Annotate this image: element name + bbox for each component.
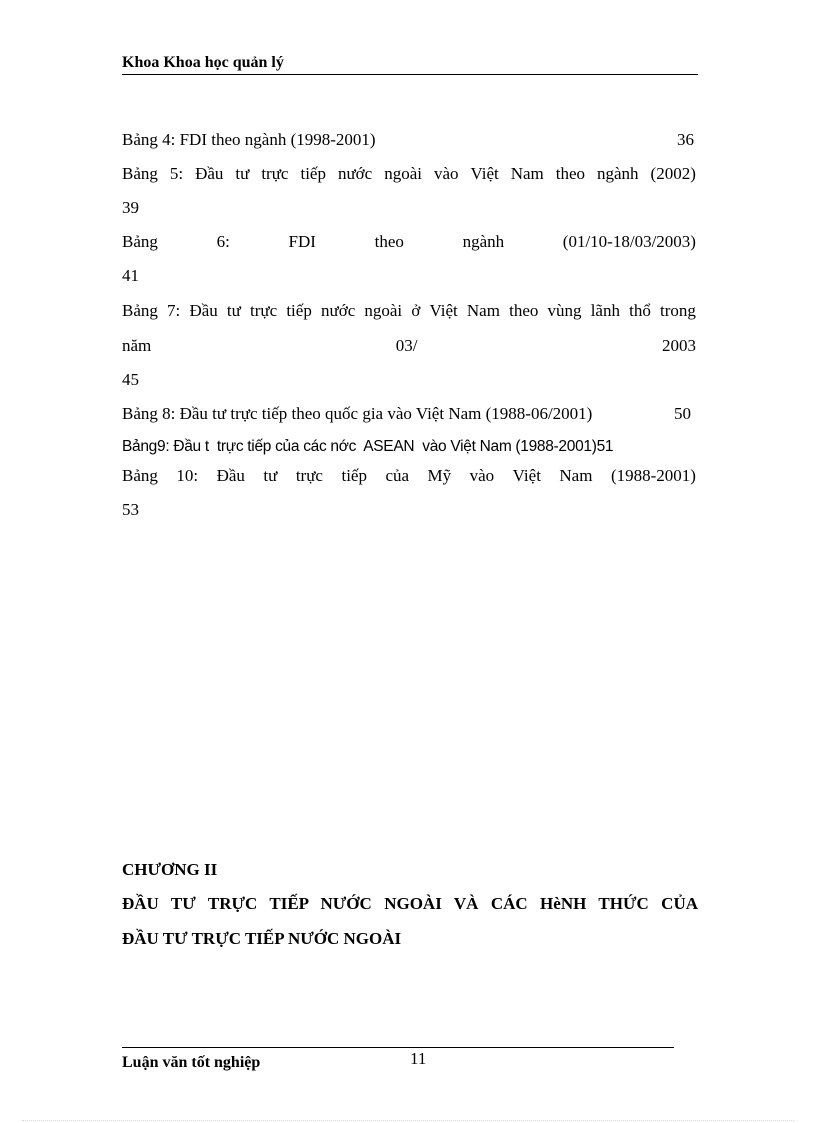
footer-label: Luận văn tốt nghiệp xyxy=(122,1054,261,1071)
toc-word: tiếp xyxy=(286,301,312,320)
toc-word: theo xyxy=(555,164,586,183)
toc-word: theo xyxy=(374,232,404,251)
toc-word: vùng xyxy=(547,301,582,320)
toc-entry-text: Bảng 8: Đầu tư trực tiếp theo quốc gia vào Việt Nam (1988-06/2001) xyxy=(122,404,593,423)
toc-entry-text: Bảng9: Đầu t trực tiếp của các nớc ASEAN vào Việt Nam (1988-2001)51 xyxy=(122,438,614,455)
toc-word: của xyxy=(385,466,410,485)
toc-word: tư xyxy=(235,164,250,183)
toc-word: Nam xyxy=(559,466,593,485)
toc-word: 6: xyxy=(216,232,230,251)
toc-entry-page-line xyxy=(122,265,696,287)
toc-entry xyxy=(122,335,696,357)
toc-entry xyxy=(122,300,696,322)
toc-word: Nam xyxy=(466,301,500,320)
toc-word: trực xyxy=(295,466,323,485)
toc-entry xyxy=(122,403,696,425)
chapter-title-line-1: ĐẦU TƯ TRỰC TIẾP NƯỚC NGOÀI VÀ CÁC HèNH THỨC CỦA xyxy=(122,894,698,913)
toc-entry-page-line xyxy=(122,499,696,521)
toc-word: (01/10-18/03/2003) xyxy=(562,232,696,251)
toc-entry-page: 45 xyxy=(122,370,139,389)
toc-word: trực xyxy=(261,164,289,183)
toc-word: ngoài xyxy=(364,301,403,320)
toc-word: Đầu xyxy=(195,164,224,183)
toc-word: 10: xyxy=(176,466,199,485)
toc-word: Bảng xyxy=(122,232,158,251)
toc-entry xyxy=(122,465,696,487)
toc-word: vào xyxy=(469,466,495,485)
page-header: Khoa Khoa học quản lý xyxy=(122,54,284,71)
toc-word: lãnh xyxy=(590,301,620,320)
page-number: 11 xyxy=(410,1049,427,1068)
toc-word: 5: xyxy=(169,164,184,183)
toc-word: theo xyxy=(509,301,539,320)
toc-word: ngành xyxy=(462,232,505,251)
chapter-title-line-2: ĐẦU TƯ TRỰC TIẾP NƯỚC NGOÀI xyxy=(122,929,402,948)
toc-entry-page-line xyxy=(122,197,696,219)
toc-word: năm xyxy=(122,336,152,355)
toc-word: 03/ xyxy=(395,336,418,355)
toc-word: tư xyxy=(263,466,278,485)
toc-word: Nam xyxy=(510,164,544,183)
toc-word: tiếp xyxy=(300,164,326,183)
toc-word: Việt xyxy=(512,466,541,485)
toc-word: (2002) xyxy=(650,164,696,183)
toc-entry-page: 39 xyxy=(122,198,139,217)
toc-word: ngoài xyxy=(384,164,422,183)
toc-word: Bảng xyxy=(122,164,158,183)
footer-divider xyxy=(122,1047,674,1048)
toc-word: FDI xyxy=(288,232,316,251)
toc-word: ở xyxy=(411,301,421,320)
toc-word: ngành xyxy=(597,164,639,183)
toc-entry xyxy=(122,163,696,185)
toc-word: Việt xyxy=(429,301,458,320)
page-bottom-border xyxy=(22,1120,794,1121)
toc-word: trực xyxy=(250,301,278,320)
toc-word: thổ xyxy=(629,301,651,320)
toc-entry xyxy=(122,231,696,253)
toc-entry-page: 53 xyxy=(122,500,139,519)
toc-word: Việt xyxy=(470,164,499,183)
toc-entry-page-line xyxy=(122,369,696,391)
toc-word: 2003 xyxy=(661,336,696,355)
toc-word: tư xyxy=(226,301,241,320)
toc-entry xyxy=(122,436,696,458)
toc-word: Đầu xyxy=(189,301,218,320)
toc-entry-page: 41 xyxy=(122,266,139,285)
toc-word: trong xyxy=(660,301,696,320)
toc-word: nước xyxy=(337,164,373,183)
toc-entry xyxy=(122,129,696,151)
header-divider xyxy=(122,74,698,75)
toc-entry-page: 50 xyxy=(674,404,691,423)
toc-word: tiếp xyxy=(341,466,367,485)
toc-word: 7: xyxy=(167,301,181,320)
toc-word: Bảng xyxy=(122,466,158,485)
toc-word: (1988-2001) xyxy=(610,466,696,485)
toc-entry-text: Bảng 4: FDI theo ngành (1998-2001) xyxy=(122,130,376,149)
toc-word: Mỹ xyxy=(427,466,452,485)
toc-entry-page: 36 xyxy=(677,130,694,149)
toc-word: Đầu xyxy=(216,466,245,485)
toc-word: Bảng xyxy=(122,301,158,320)
chapter-number: CHƯƠNG II xyxy=(122,860,218,879)
toc-word: nước xyxy=(320,301,356,320)
toc-word: vào xyxy=(433,164,459,183)
